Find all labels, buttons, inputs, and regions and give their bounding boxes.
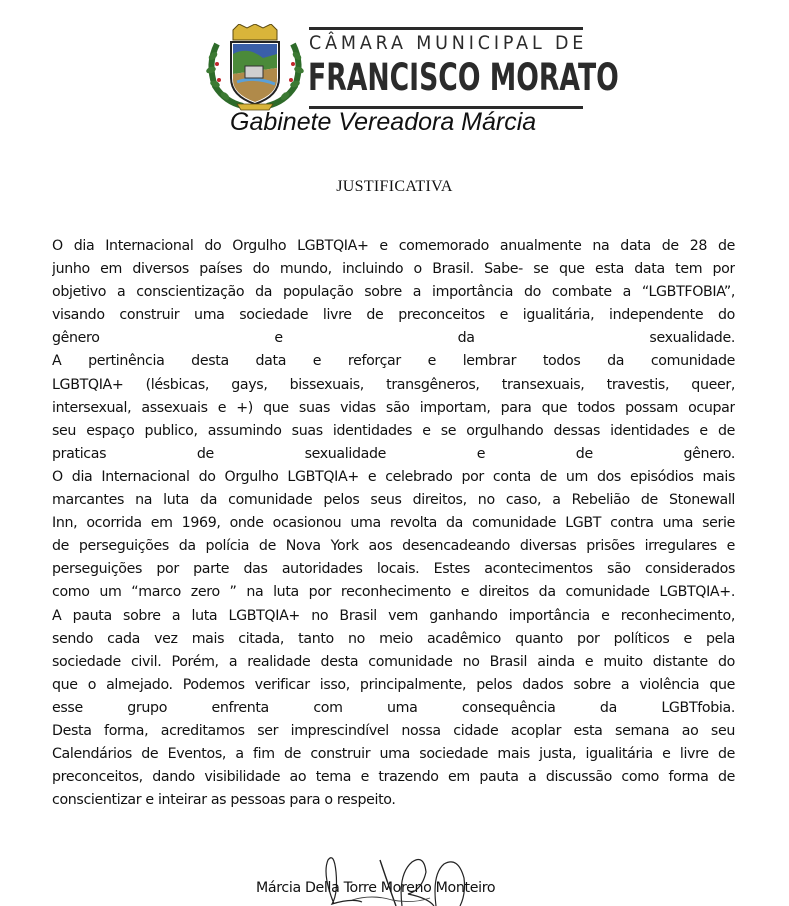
- body-line: Calendários de Eventos, a fim de construir uma sociedade mais justa, igualitária e livre de: [52, 746, 735, 763]
- letterhead-top-rule: [309, 27, 583, 30]
- body-line: perseguições por parte das autoridades locais. Estes acontecimentos são considerados: [52, 561, 735, 578]
- body-line: LGBTQIA+ (lésbicas, gays, bissexuais, transgêneros, transexuais, travestis, queer,: [52, 376, 735, 393]
- body-line: sendo cada vez mais citada, tanto no meio acadêmico quanto por políticos e pela: [52, 630, 735, 647]
- body-line: esse grupo enfrenta com uma consequência da LGBTfobia.: [52, 699, 735, 716]
- body-line: Inn, ocorrida em 1969, onde ocasionou uma revolta da comunidade LGBT contra uma serie: [52, 515, 735, 532]
- body-line: gênero e da sexualidade.: [52, 330, 735, 347]
- body-line: que o almejado. Podemos verificar isso, principalmente, pelos dados sobre a violência que: [52, 676, 735, 693]
- body-line: objetivo a conscientização da população sobre a importância do combate a “LGBTFOBIA”,: [52, 284, 735, 301]
- signature-block: [250, 848, 550, 903]
- justification-body: [52, 235, 735, 812]
- body-line: conscientizar e inteirar as pessoas para o respeito.: [52, 792, 396, 809]
- document-title: JUSTIFICATIVA: [336, 178, 453, 195]
- body-line: praticas de sexualidade e de gênero.: [52, 445, 735, 462]
- body-line: O dia Internacional do Orgulho LGBTQIA+ e comemorado anualmente na data de 28 de: [52, 238, 735, 254]
- coat-of-arms-icon: [203, 24, 307, 112]
- body-line: A pauta sobre a luta LGBTQIA+ no Brasil vem ganhando importância e reconhecimento,: [52, 607, 735, 624]
- institution-line2: FRANCISCO MORATO: [308, 56, 619, 99]
- body-line: intersexual, assexuais e +) que suas vidas são importam, para que todos possam ocupar: [52, 399, 735, 416]
- office-name: Gabinete Vereadora Márcia: [230, 108, 537, 136]
- institution-line1: CÂMARA MUNICIPAL DE: [309, 32, 588, 54]
- body-line: de perseguições da polícia de Nova York aos desencadeando diversas prisões irregulares e: [52, 538, 735, 555]
- signer-name: Márcia Della Torre Moreno Monteiro: [256, 880, 496, 896]
- body-line: seu espaço publico, assumindo suas identidades e se orgulhando dessas identidades e de: [52, 422, 735, 439]
- body-line: junho em diversos países do mundo, incluindo o Brasil. Sabe- se que esta data tem por: [52, 261, 735, 278]
- body-line: como um “marco zero ” na luta por reconhecimento e direitos da comunidade LGBTQIA+.: [52, 584, 735, 601]
- body-line: O dia Internacional do Orgulho LGBTQIA+ e celebrado por conta de um dos episódios mais: [52, 468, 735, 485]
- body-line: sociedade civil. Porém, a realidade desta comunidade no Brasil ainda e muito distante do: [52, 653, 735, 670]
- body-line: A pertinência desta data e reforçar e lembrar todos da comunidade: [52, 353, 735, 370]
- body-line: visando construir uma sociedade livre de preconceitos e igualitária, independente do: [52, 307, 735, 324]
- body-line: marcantes na luta da comunidade pelos seus direitos, no caso, a Rebelião de Stonewall: [52, 492, 735, 509]
- body-line: Desta forma, acreditamos ser imprescindível nossa cidade acoplar esta semana ao seu: [52, 722, 735, 739]
- body-line: preconceitos, dando visibilidade ao tema e trazendo em pauta a discussão como forma de: [52, 769, 735, 786]
- letterhead: [0, 0, 789, 150]
